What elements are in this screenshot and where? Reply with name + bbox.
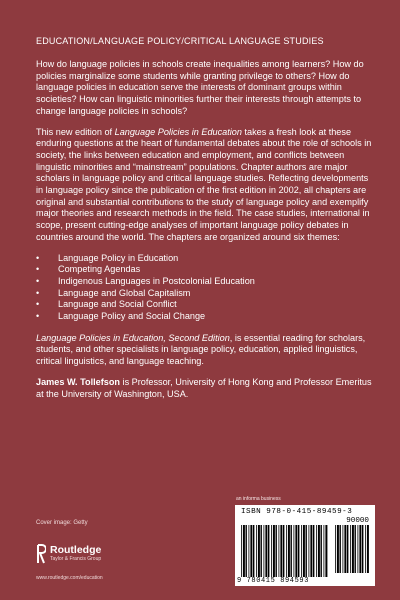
addon-barcode-bars [335,525,369,573]
barcode-bar [362,525,363,573]
barcode-bar [291,525,292,577]
barcode-bar [271,525,272,577]
barcode-bar [306,525,307,577]
barcode-bar [256,525,257,577]
barcode-bar [298,525,299,577]
barcode-bar [340,525,341,573]
barcode-bar [288,525,290,577]
list-item: • Language and Social Conflict [36,299,372,311]
barcode-bar [347,525,348,573]
publisher-group: Taylor & Francis Group [50,556,102,562]
list-item: • Language Policy in Education [36,253,372,265]
isbn-barcode [235,505,375,586]
barcode-bar [318,525,320,577]
list-item: • Competing Agendas [36,264,372,276]
barcode-bar [276,525,277,577]
barcode-bar [313,525,314,577]
barcode-bar [344,525,346,573]
description-paragraph [36,127,372,244]
barcode-bar [279,525,280,577]
barcode-bar [309,525,310,577]
author-bio [36,377,372,400]
barcode-bar [350,525,351,573]
description-lead: This new edition of [36,126,115,137]
informa-tagline: an informa business [236,496,281,502]
barcode-bar [352,525,354,573]
routledge-logo-icon [36,544,46,564]
reading-paragraph [36,333,372,368]
ean-digits: 9 780415 894593 [237,577,310,585]
edition-title: Language Policies in Education, Second Edition [36,332,230,343]
barcode-bar [303,525,305,577]
publisher-name: Routledge [50,544,102,556]
description-rest: takes a fresh look at these enduring questions at the heart of fundamental debates about the role of schools in society, the links between education and employment, and conflicts between linguistic minorities and “mainstream” populations. Chapter authors are major scholars in language policy and critical language studies. Reflecting developments in language policy since the publication of the first edition in 2002, all chapters are original and substantial contributions to the study of language policy and exemplify major theories and research methods in the field. The case studies, international in scope, present cutting-edge analyses of important language policy debates in countries around the world. The chapters are organized around six themes: [36,126,372,242]
barcode-bar [243,525,245,577]
barcode-bar [316,525,317,577]
list-item: • Language Policy and Social Change [36,311,372,323]
isbn-text: ISBN 978-0-415-89459-3 [241,508,353,516]
barcode-bar [359,525,361,573]
barcode-bar [358,525,359,573]
author-bio-text: is Professor, University of Hong Kong and Professor Emeritus at the University of Washington, USA. [36,376,372,399]
list-item: • Indigenous Languages in Postcolonial Education [36,276,372,288]
publisher-block [36,544,186,584]
book-title: Language Policies in Education [114,126,242,137]
barcode-bar [343,525,344,573]
barcode-bar [337,525,339,573]
barcode-bar [310,525,312,577]
category-heading: EDUCATION/LANGUAGE POLICY/CRITICAL LANGUAGE STUDIES [36,36,324,46]
barcode-bar [253,525,254,577]
barcode-bar [250,525,252,577]
author-name: James W. Tollefson [36,376,121,387]
barcode-bar [280,525,282,577]
barcode-bar [283,525,284,577]
barcode-bar [367,525,369,573]
barcode-bar [325,525,327,577]
barcode-bar [355,525,356,573]
barcode-bar [295,525,297,577]
barcode-bar [321,525,322,577]
ean-barcode-bars [241,525,329,577]
list-item: • Language and Global Capitalism [36,288,372,300]
barcode-bar [268,525,269,577]
intro-paragraph: How do language policies in schools create inequalities among learners? How do policies marginalize some students while granting privilege to others? How do language policies in education serve the interests of dominant groups within societies? How can linguistic minorities further their interests through attempts to change language policies in schools? [36,59,364,116]
barcode-bar [258,525,260,577]
barcode-bar [264,525,265,577]
barcode-bar [365,525,366,573]
barcode-bar [241,525,242,577]
barcode-bar [335,525,336,573]
barcode-bar [261,525,262,577]
publisher-url: www.routledge.com/education [36,575,103,581]
barcode-bar [324,525,325,577]
blurb [36,59,372,409]
cover-image-credit: Cover image: Getty [36,520,88,526]
barcode-bar [294,525,295,577]
barcode-bar [286,525,287,577]
barcode-bar [246,525,247,577]
barcode-bar [301,525,302,577]
reading-rest: , is essential reading for scholars, students, and other specialists in language policy, education, applied linguistics, critical linguistics, and language teaching. [36,332,366,367]
barcode-bar [249,525,250,577]
barcode-bar [273,525,275,577]
barcode-bar [265,525,267,577]
price-code: 90000 [346,517,369,525]
themes-list [36,253,372,323]
